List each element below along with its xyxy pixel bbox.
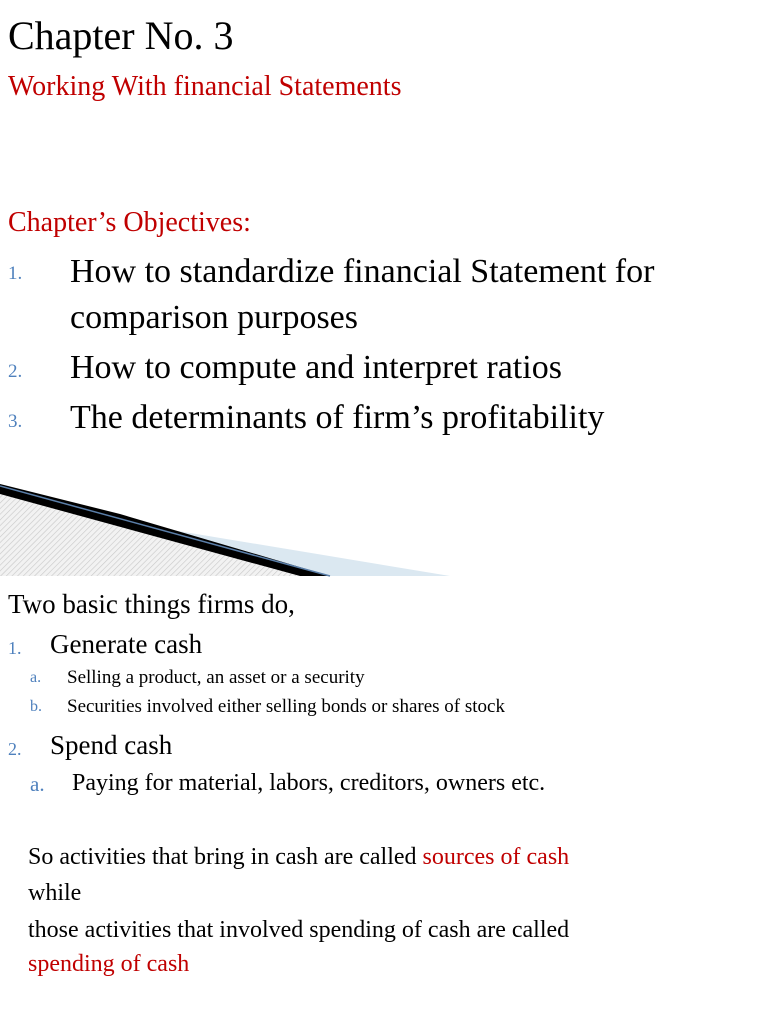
sources-of-cash-term: sources of cash — [422, 844, 570, 870]
objective-text-continued: comparison purposes — [70, 299, 359, 336]
list-item-number: 2. — [8, 739, 22, 759]
sub-item-letter: a. — [30, 772, 45, 796]
sub-item-text: Paying for material, labors, creditors, owners etc. — [72, 770, 546, 796]
sub-item-text: Selling a product, an asset or a security — [67, 667, 365, 688]
objective-number: 3. — [8, 411, 23, 432]
sub-item-letter: b. — [30, 698, 42, 715]
objective-text: How to standardize financial Statement for — [70, 253, 655, 290]
paragraph-line-3: those activities that involved spending of cash are called — [28, 917, 570, 943]
objective-text: The determinants of firm’s profitability — [70, 399, 605, 436]
objective-text: How to compute and interpret ratios — [70, 349, 562, 386]
objectives-heading: Chapter’s Objectives: — [8, 207, 251, 238]
sub-item-text: Securities involved either selling bonds or shares of stock — [67, 696, 505, 717]
spending-of-cash-term: spending of cash — [28, 951, 190, 977]
paragraph-line-2: while — [28, 880, 82, 906]
paragraph-text: So activities that bring in cash are called — [28, 844, 423, 870]
slide-divider-graphic — [0, 480, 768, 580]
chapter-title: Chapter No. 3 — [8, 13, 234, 58]
list-item-number: 1. — [8, 638, 22, 658]
list-item-generate-cash: Generate cash — [50, 629, 203, 659]
sub-item-letter: a. — [30, 669, 42, 686]
firms-activities-heading: Two basic things firms do, — [8, 589, 295, 619]
objective-number: 2. — [8, 361, 23, 382]
chapter-subtitle: Working With financial Statements — [8, 71, 402, 102]
objective-number: 1. — [8, 263, 23, 284]
paragraph-line-1 — [28, 842, 569, 872]
list-item-spend-cash: Spend cash — [50, 730, 173, 760]
